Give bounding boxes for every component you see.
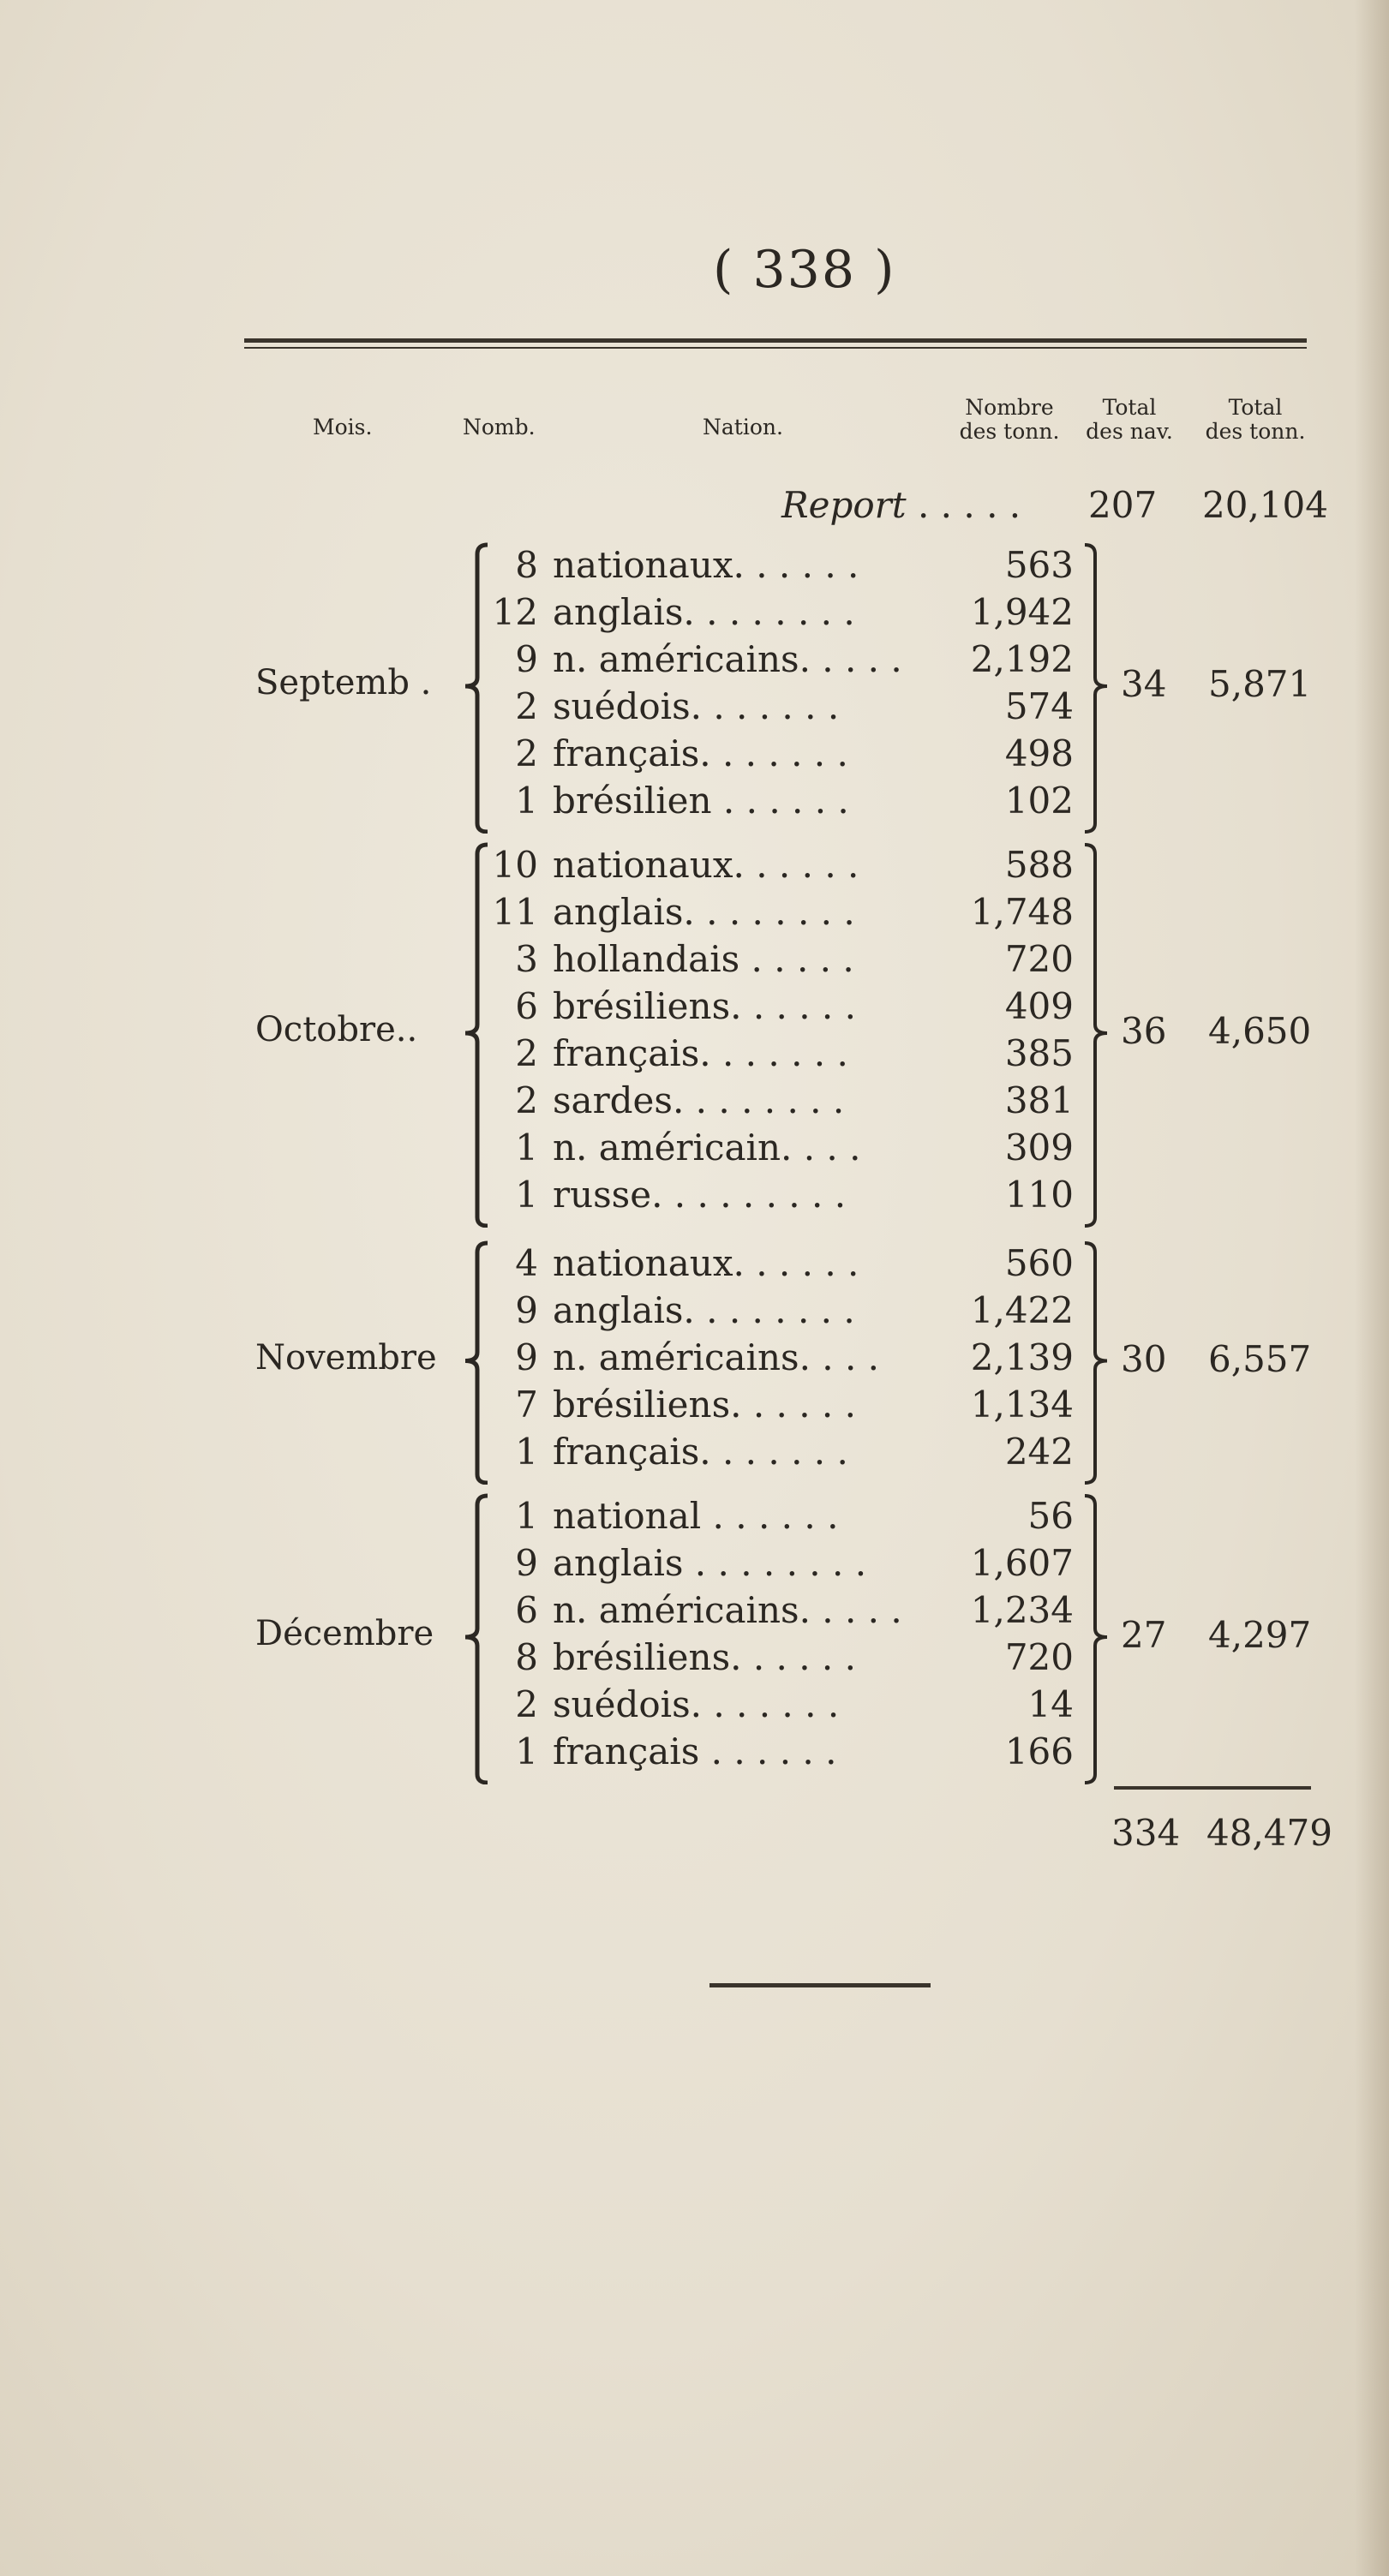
row-tonnage: 102: [1004, 780, 1074, 822]
row-nation: français. . . . . . .: [553, 732, 848, 774]
header-total-nav-line2: des nav.: [1086, 419, 1173, 444]
row-nation: national . . . . . .: [553, 1495, 839, 1537]
row-count: 1: [515, 1495, 538, 1537]
row-count: 6: [515, 1589, 538, 1631]
right-brace: [1081, 1493, 1116, 1784]
row-tonnage: 720: [1004, 1636, 1074, 1678]
row-nation: nationaux. . . . . .: [553, 544, 859, 586]
bottom-ornament-rule: [709, 1983, 931, 1987]
report-dots: . . . . .: [917, 484, 1021, 526]
row-tonnage: 560: [1004, 1242, 1074, 1284]
row-tonnage: 1,234: [970, 1589, 1074, 1631]
row-nation: nationaux. . . . . .: [553, 1242, 859, 1284]
report-nav: 207: [1088, 484, 1158, 526]
row-nation: n. américains. . . . .: [553, 638, 902, 680]
row-nation: anglais. . . . . . . .: [553, 591, 855, 633]
header-nation: Nation.: [703, 415, 783, 439]
row-tonnage: 409: [1004, 985, 1074, 1027]
row-nation: nationaux. . . . . .: [553, 844, 859, 886]
header-nombre-tonn-line1: Nombre: [965, 395, 1054, 420]
row-count: 9: [515, 1289, 538, 1331]
row-count: 4: [515, 1242, 538, 1284]
row-count: 1: [515, 1431, 538, 1473]
row-tonnage: 2,192: [970, 638, 1074, 680]
top-rule-thick: [244, 338, 1307, 343]
row-tonnage: 1,748: [970, 891, 1074, 933]
grand-total-tonn: 48,479: [1206, 1812, 1332, 1854]
row-count: 9: [515, 1542, 538, 1584]
header-total-tonn-line2: des tonn.: [1205, 419, 1306, 444]
month-total-nav: 34: [1121, 663, 1167, 705]
row-tonnage: 1,607: [970, 1542, 1074, 1584]
row-nation: brésilien . . . . . .: [553, 780, 849, 822]
month-total-nav: 27: [1121, 1614, 1167, 1656]
month-total-nav: 30: [1121, 1337, 1167, 1380]
month-total-tonn: 6,557: [1208, 1337, 1312, 1380]
row-tonnage: 1,942: [970, 591, 1074, 633]
row-tonnage: 720: [1004, 938, 1074, 980]
row-count: 1: [515, 1127, 538, 1168]
row-tonnage: 588: [1004, 844, 1074, 886]
row-count: 9: [515, 1336, 538, 1378]
row-tonnage: 1,422: [970, 1289, 1074, 1331]
header-total-tonn-line1: Total: [1228, 395, 1283, 420]
row-count: 1: [515, 780, 538, 822]
row-tonnage: 574: [1004, 685, 1074, 727]
row-nation: brésiliens. . . . . .: [553, 1384, 856, 1425]
row-tonnage: 110: [1004, 1174, 1074, 1216]
month-total-tonn: 4,650: [1208, 1010, 1312, 1052]
row-tonnage: 563: [1004, 544, 1074, 586]
row-count: 3: [515, 938, 538, 980]
right-brace: [1081, 842, 1116, 1228]
row-nation: russe. . . . . . . . .: [553, 1174, 847, 1216]
row-tonnage: 385: [1004, 1032, 1074, 1074]
row-count: 2: [515, 732, 538, 774]
row-nation: anglais . . . . . . . .: [553, 1542, 867, 1584]
grand-total-nav: 334: [1111, 1812, 1181, 1854]
header-nombre-tonn-line2: des tonn.: [959, 419, 1060, 444]
header-mois: Mois.: [313, 415, 373, 439]
row-count: 9: [515, 638, 538, 680]
row-count: 2: [515, 1683, 538, 1725]
row-nation: n. américain. . . .: [553, 1127, 861, 1168]
header-nombre-tonn: [949, 396, 1069, 444]
row-count: 11: [492, 891, 538, 933]
month-name: Décembre: [255, 1614, 434, 1653]
row-tonnage: 14: [1027, 1683, 1074, 1725]
row-nation: brésiliens. . . . . .: [553, 1636, 856, 1678]
row-count: 10: [492, 844, 538, 886]
top-rule-thin: [244, 347, 1307, 349]
page-edge-shadow: [1355, 0, 1389, 2576]
report-tonn: 20,104: [1202, 484, 1328, 526]
row-nation: français. . . . . . .: [553, 1032, 848, 1074]
row-tonnage: 242: [1004, 1431, 1074, 1473]
row-nation: brésiliens. . . . . .: [553, 985, 856, 1027]
row-nation: n. américains. . . .: [553, 1336, 880, 1378]
header-total-nav-line1: Total: [1102, 395, 1157, 420]
month-total-nav: 36: [1121, 1010, 1167, 1052]
row-nation: sardes. . . . . . . .: [553, 1079, 845, 1121]
row-nation: suédois. . . . . . .: [553, 685, 840, 727]
row-tonnage: 309: [1004, 1127, 1074, 1168]
row-count: 2: [515, 1032, 538, 1074]
row-tonnage: 56: [1027, 1495, 1074, 1537]
month-total-tonn: 5,871: [1208, 663, 1312, 705]
row-nation: français . . . . . .: [553, 1730, 837, 1772]
header-nomb: Nomb.: [463, 415, 536, 439]
header-total-nav: [1078, 396, 1181, 444]
row-count: 1: [515, 1730, 538, 1772]
row-count: 1: [515, 1174, 538, 1216]
row-count: 12: [492, 591, 538, 633]
page-number: ( 338 ): [713, 240, 896, 300]
right-brace: [1081, 1240, 1116, 1485]
month-total-tonn: 4,297: [1208, 1614, 1312, 1656]
row-count: 6: [515, 985, 538, 1027]
row-tonnage: 381: [1004, 1079, 1074, 1121]
month-name: Novembre: [255, 1337, 437, 1378]
month-name: Octobre..: [255, 1010, 418, 1049]
right-brace: [1081, 542, 1116, 834]
row-nation: suédois. . . . . . .: [553, 1683, 840, 1725]
row-count: 2: [515, 1079, 538, 1121]
row-tonnage: 2,139: [970, 1336, 1074, 1378]
header-total-tonn: [1200, 396, 1311, 444]
row-count: 8: [515, 544, 538, 586]
grand-total-rule: [1114, 1786, 1311, 1790]
row-tonnage: 1,134: [970, 1384, 1074, 1425]
row-count: 2: [515, 685, 538, 727]
row-count: 8: [515, 1636, 538, 1678]
report-label: Report: [781, 484, 907, 526]
report-row: [781, 484, 1021, 526]
row-nation: hollandais . . . . .: [553, 938, 854, 980]
row-tonnage: 166: [1004, 1730, 1074, 1772]
row-tonnage: 498: [1004, 732, 1074, 774]
row-nation: n. américains. . . . .: [553, 1589, 902, 1631]
month-name: Septemb .: [255, 663, 432, 702]
row-nation: anglais. . . . . . . .: [553, 891, 855, 933]
row-count: 7: [515, 1384, 538, 1425]
row-nation: français. . . . . . .: [553, 1431, 848, 1473]
row-nation: anglais. . . . . . . .: [553, 1289, 855, 1331]
